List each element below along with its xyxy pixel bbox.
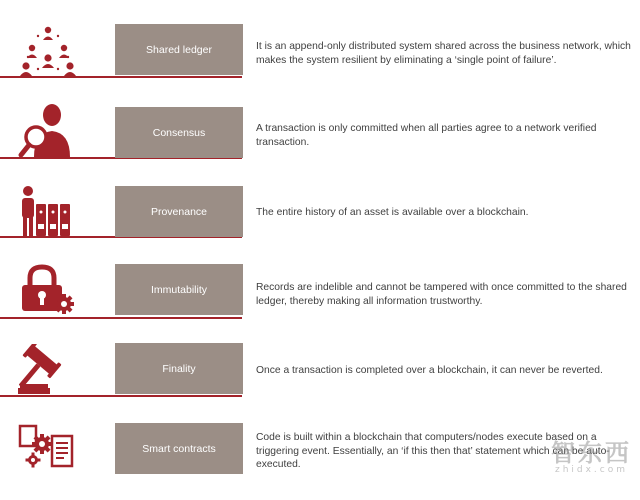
padlock-gear-icon: [6, 262, 106, 318]
feature-label: Smart contracts: [115, 423, 243, 474]
feature-row-shared-ledger: [0, 22, 640, 102]
feature-description: Code is built within a blockchain that computers/nodes execute based on a triggering event. Essentially, an ‘if this then that’ statement which can be auto-executed.: [256, 432, 610, 471]
feature-description: Once a transaction is completed over a blockchain, it can never be reverted.: [256, 365, 603, 376]
watermark: [551, 441, 632, 475]
row-divider: [0, 395, 242, 397]
feature-description: The entire history of an asset is available over a blockchain.: [256, 207, 529, 218]
row-divider: [0, 76, 242, 78]
feature-row-finality: [0, 342, 640, 422]
network-people-icon: [6, 22, 106, 78]
person-magnifier-icon: [6, 101, 106, 157]
contract-gears-icon: [6, 420, 106, 476]
feature-row-consensus: [0, 101, 640, 181]
gavel-icon: [6, 342, 106, 398]
feature-description: It is an append-only distributed system shared across the business network, which makes the system resilient by eliminating a ‘single point of failure’.: [256, 41, 631, 66]
feature-label: Consensus: [115, 107, 243, 158]
watermark-main: 智东西: [551, 439, 632, 467]
feature-label: Shared ledger: [115, 24, 243, 75]
feature-label: Provenance: [115, 186, 243, 237]
feature-description: Records are indelible and cannot be tampered with once committed to the shared ledger, thereby making all information trustworthy.: [256, 282, 627, 307]
feature-row-smart-contracts: [0, 420, 640, 500]
feature-row-immutability: [0, 262, 640, 342]
feature-label: Immutability: [115, 264, 243, 315]
feature-row-provenance: [0, 182, 640, 262]
person-binders-icon: [6, 182, 106, 238]
watermark-sub: zhidx.com: [554, 465, 629, 475]
feature-description: A transaction is only committed when all parties agree to a network verified transaction.: [256, 123, 597, 148]
feature-label: Finality: [115, 343, 243, 394]
row-divider: [0, 317, 242, 319]
